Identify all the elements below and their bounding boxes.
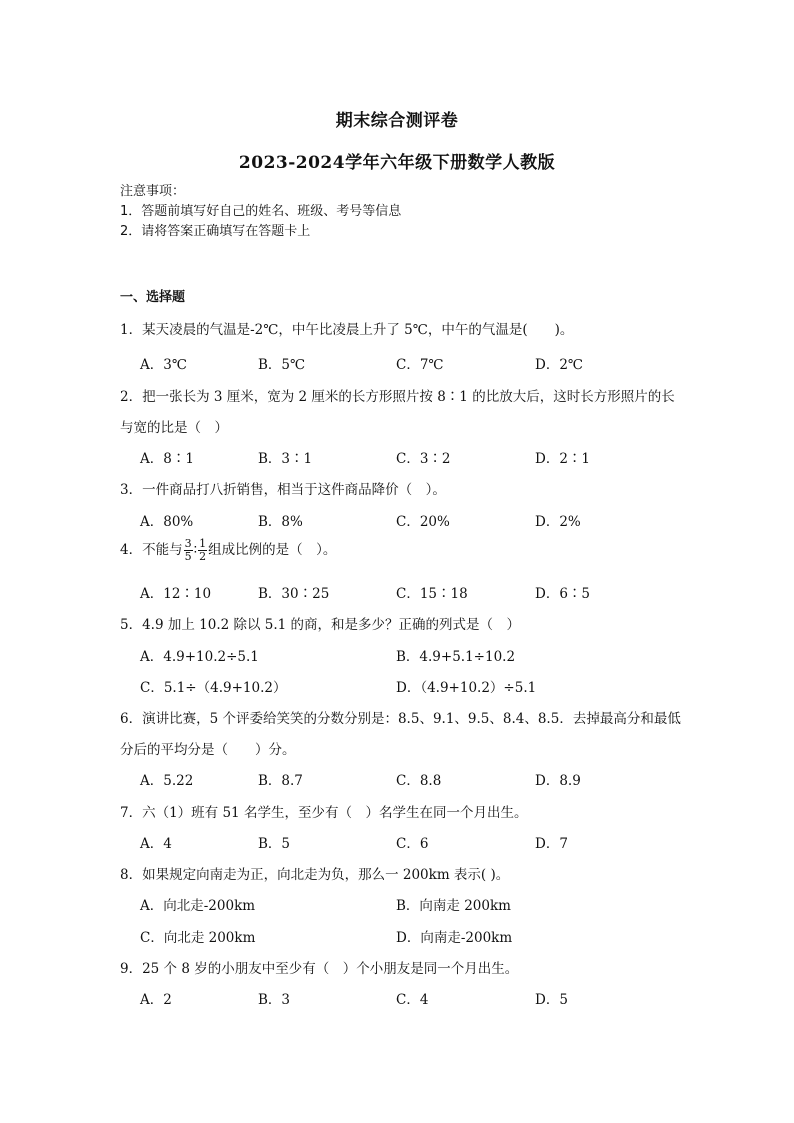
q7-option-d[interactable]: D．7 <box>535 836 568 852</box>
notes-heading: 注意事项： <box>120 184 186 199</box>
question-8-text: 8．如果规定向南走为正，向北走为负，那么一 200km 表示( )。 <box>120 867 510 883</box>
q1-option-d[interactable]: D．2℃ <box>535 357 584 373</box>
question-6-text-cont: 分后的平均分是（ ）分。 <box>120 742 296 758</box>
fraction-denominator: 2 <box>199 550 207 563</box>
exam-title: 期末综合测评卷 <box>335 111 459 131</box>
question-7-text: 7．六（1）班有 51 名学生，至少有（ ）名学生在同一个月出生。 <box>120 805 528 821</box>
q9-option-c[interactable]: C．4 <box>396 992 429 1008</box>
fraction-three-fifths <box>184 538 193 563</box>
question-1-text: 1．某天凌晨的气温是-2℃，中午比凌晨上升了 5℃，中午的气温是( )。 <box>120 322 574 338</box>
question-4-text <box>120 538 336 563</box>
q3-option-a[interactable]: A．80% <box>140 514 194 530</box>
q6-option-a[interactable]: A．5.22 <box>140 773 194 789</box>
q5-option-d[interactable]: D．（4.9+10.2）÷5.1 <box>396 680 537 696</box>
q2-option-c[interactable]: C．3∶2 <box>396 451 451 467</box>
q4-option-d[interactable]: D．6∶5 <box>535 586 591 602</box>
q9-option-d[interactable]: D．5 <box>535 992 568 1008</box>
q4-option-b[interactable]: B．30∶25 <box>258 586 330 602</box>
q3-option-d[interactable]: D．2% <box>535 514 581 530</box>
q5-option-c[interactable]: C．5.1÷（4.9+10.2） <box>140 680 287 696</box>
fraction-numerator: 1 <box>199 537 207 550</box>
q8-option-b[interactable]: B．向南走 200km <box>396 898 511 914</box>
q4-prefix: 4．不能与 <box>120 542 183 558</box>
q7-option-c[interactable]: C．6 <box>396 836 429 852</box>
q2-option-d[interactable]: D．2∶1 <box>535 451 591 467</box>
q1-option-c[interactable]: C．7℃ <box>396 357 444 373</box>
q9-option-a[interactable]: A．2 <box>140 992 172 1008</box>
question-3-text: 3．一件商品打八折销售，相当于这件商品降价（ ）。 <box>120 482 446 498</box>
section-title: 一、选择题 <box>120 290 186 305</box>
q8-option-c[interactable]: C．向北走 200km <box>140 930 256 946</box>
q8-option-d[interactable]: D．向南走-200km <box>396 930 513 946</box>
q4-option-a[interactable]: A．12∶10 <box>140 586 212 602</box>
question-6-text: 6．演讲比赛，5 个评委给笑笑的分数分别是：8.5、9.1、9.5、8.4、8.5．去掉最高分和最低 <box>120 711 681 727</box>
q6-option-d[interactable]: D．8.9 <box>535 773 581 789</box>
exam-subtitle: 2023-2024学年六年级下册数学人教版 <box>238 153 556 173</box>
fraction-denominator: 5 <box>184 550 192 563</box>
q8-option-a[interactable]: A．向北走-200km <box>140 898 256 914</box>
q1-option-b[interactable]: B．5℃ <box>258 357 306 373</box>
q2-option-b[interactable]: B．3∶1 <box>258 451 313 467</box>
question-2-text-cont: 与宽的比是（ ） <box>120 420 228 436</box>
notes-block <box>120 182 401 242</box>
question-5-text: 5．4.9 加上 10.2 除以 5.1 的商，和是多少？正确的列式是（ ） <box>120 617 521 633</box>
note-item: 1．答题前填写好自己的姓名、班级、考号等信息 <box>120 204 402 219</box>
q3-option-b[interactable]: B．8% <box>258 514 303 530</box>
question-2-text: 2．把一张长为 3 厘米，宽为 2 厘米的长方形照片按 8∶1 的比放大后，这时长方形照片的长 <box>120 389 675 405</box>
q5-option-a[interactable]: A．4.9+10.2÷5.1 <box>140 649 259 665</box>
q4-suffix: 组成比例的是（ ）。 <box>208 542 337 558</box>
fraction-numerator: 3 <box>184 537 192 550</box>
q7-option-a[interactable]: A．4 <box>140 836 172 852</box>
q9-option-b[interactable]: B．3 <box>258 992 291 1008</box>
ratio-colon: ∶ <box>193 542 198 558</box>
q7-option-b[interactable]: B．5 <box>258 836 291 852</box>
q4-option-c[interactable]: C．15∶18 <box>396 586 468 602</box>
q6-option-c[interactable]: C．8.8 <box>396 773 442 789</box>
note-item: 2．请将答案正确填写在答题卡上 <box>120 224 311 239</box>
q5-option-b[interactable]: B．4.9+5.1÷10.2 <box>396 649 516 665</box>
question-9-text: 9．25 个 8 岁的小朋友中至少有（ ）个小朋友是同一个月出生。 <box>120 961 519 977</box>
q6-option-b[interactable]: B．8.7 <box>258 773 303 789</box>
fraction-one-half <box>198 538 207 563</box>
q2-option-a[interactable]: A．8∶1 <box>140 451 194 467</box>
q3-option-c[interactable]: C．20% <box>396 514 450 530</box>
q1-option-a[interactable]: A．3℃ <box>140 357 187 373</box>
